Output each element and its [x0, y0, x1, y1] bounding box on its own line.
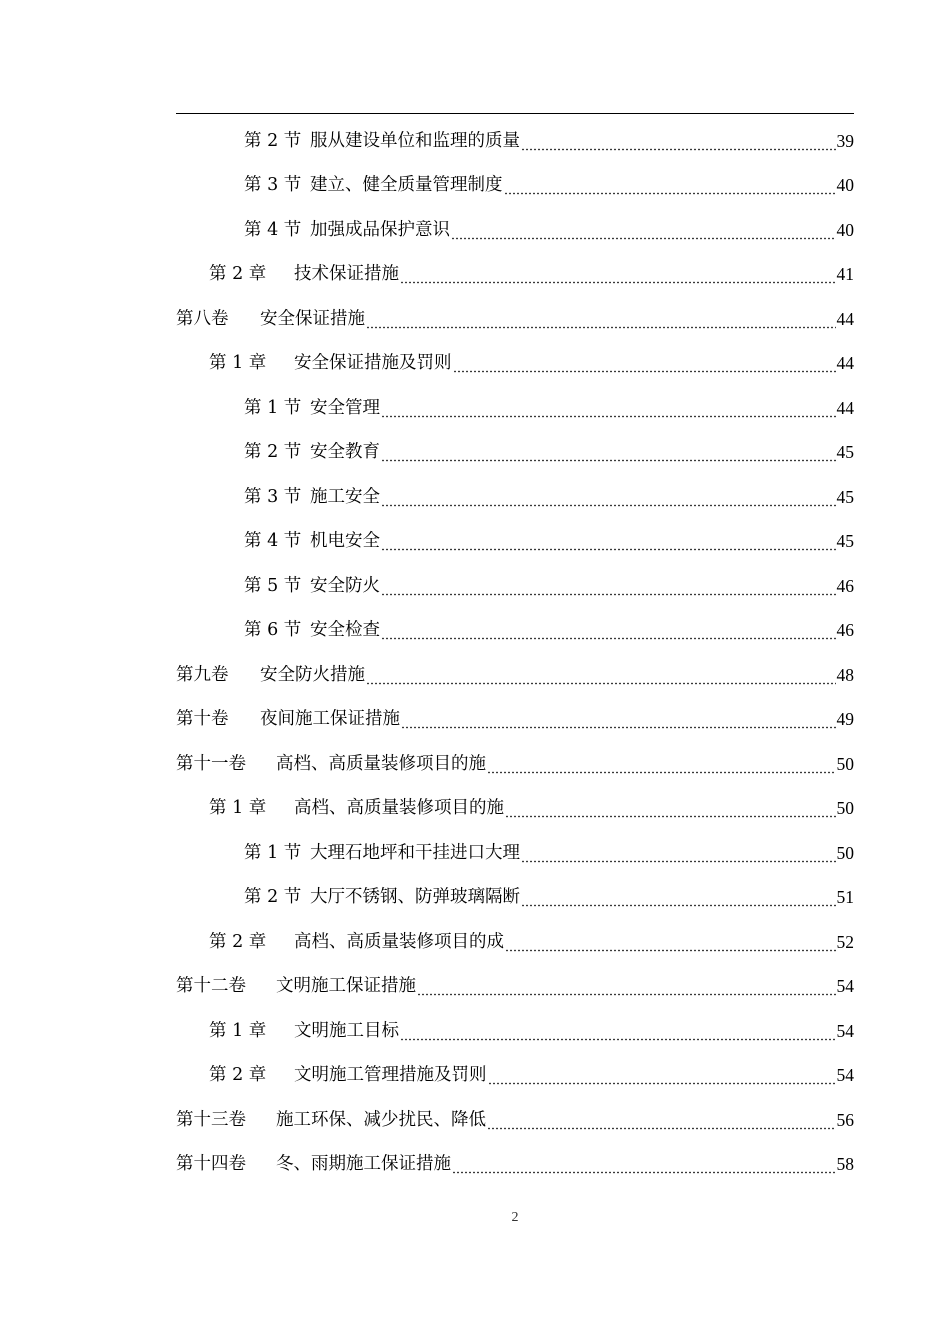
toc-dot-leader	[521, 860, 836, 863]
toc-dot-leader	[487, 1127, 836, 1130]
toc-entry-number: 第 2 章	[209, 1065, 267, 1085]
toc-entry-title: 加强成品保护意识	[310, 219, 450, 240]
toc-entry-title: 安全保证措施及罚则	[294, 353, 452, 373]
toc-entry-number: 第十卷	[176, 709, 229, 729]
toc-entry-title: 安全防火措施	[260, 664, 365, 685]
toc-entry-number: 第十一卷	[176, 753, 246, 774]
toc-entry[interactable]	[176, 431, 854, 476]
page-number: 2	[511, 1210, 519, 1225]
toc-entry[interactable]	[176, 1098, 854, 1143]
toc-entry-title: 安全管理	[310, 397, 380, 418]
toc-entry[interactable]	[176, 119, 854, 164]
toc-entry[interactable]	[176, 876, 854, 921]
toc-entry-page: 44	[836, 308, 854, 329]
toc-entry-title: 夜间施工保证措施	[260, 709, 400, 729]
toc-entry-page: 58	[836, 1154, 854, 1174]
toc-entry-title: 施工安全	[310, 486, 380, 507]
toc-entry-title: 安全保证措施	[260, 308, 365, 329]
toc-dot-leader	[488, 1082, 836, 1085]
toc-entry-number: 第 3 节	[244, 486, 302, 507]
toc-dot-leader	[505, 949, 836, 952]
toc-entry-page: 50	[836, 842, 854, 863]
toc-entry-title: 安全教育	[310, 442, 380, 462]
toc-dot-leader	[400, 1038, 836, 1041]
toc-entry-number: 第 1 节	[244, 397, 302, 418]
toc-entry-page: 45	[836, 442, 854, 462]
toc-dot-leader	[366, 682, 836, 685]
toc-entry[interactable]	[176, 1054, 854, 1099]
toc-entry-number: 第 1 章	[209, 798, 267, 818]
toc-dot-leader	[505, 815, 836, 818]
toc-entry-page: 46	[836, 575, 854, 596]
toc-entry[interactable]	[176, 297, 854, 342]
toc-entry-number: 第 3 节	[244, 175, 302, 195]
toc-entry[interactable]	[176, 342, 854, 387]
toc-entry[interactable]	[176, 965, 854, 1010]
toc-dot-leader	[401, 726, 836, 729]
toc-entry-number: 第 5 节	[244, 575, 302, 596]
toc-entry-title: 技术保证措施	[294, 264, 399, 284]
toc-dot-leader	[381, 415, 836, 418]
toc-entry-title: 文明施工管理措施及罚则	[294, 1065, 487, 1085]
toc-dot-leader	[521, 904, 836, 907]
toc-entry-page: 49	[836, 709, 854, 729]
toc-entry-page: 45	[836, 486, 854, 507]
toc-entry-title: 施工环保、减少扰民、降低	[276, 1109, 486, 1130]
toc-entry-number: 第 2 节	[244, 442, 302, 462]
toc-dot-leader	[381, 548, 836, 551]
toc-entry-number: 第 2 节	[244, 130, 302, 151]
toc-entry-page: 54	[836, 976, 854, 996]
toc-entry-number: 第 2 章	[209, 931, 267, 952]
toc-entry[interactable]	[176, 386, 854, 431]
toc-entry[interactable]	[176, 653, 854, 698]
toc-entry-page: 50	[836, 798, 854, 818]
toc-entry[interactable]	[176, 520, 854, 565]
toc-entry-page: 54	[836, 1065, 854, 1085]
toc-entry-page: 52	[836, 931, 854, 952]
toc-entry-title: 大厅不锈钢、防弹玻璃隔断	[310, 887, 520, 907]
toc-entry-number: 第 1 节	[244, 842, 302, 863]
toc-entry[interactable]	[176, 164, 854, 209]
toc-entry[interactable]	[176, 831, 854, 876]
toc-entry-title: 安全检查	[310, 620, 380, 640]
toc-entry-page: 44	[836, 397, 854, 418]
toc-entry-number: 第 2 章	[209, 264, 267, 284]
toc-entry-number: 第 6 节	[244, 620, 302, 640]
toc-entry[interactable]	[176, 698, 854, 743]
toc-dot-leader	[366, 326, 836, 329]
toc-entry-title: 高档、高质量装修项目的施	[294, 798, 504, 818]
toc-dot-leader	[521, 148, 836, 151]
toc-dot-leader	[381, 637, 836, 640]
toc-dot-leader	[381, 459, 836, 462]
toc-entry-page: 39	[836, 130, 854, 151]
toc-dot-leader	[417, 993, 836, 996]
toc-entry[interactable]	[176, 1009, 854, 1054]
toc-entry-page: 51	[836, 887, 854, 907]
toc-entry-number: 第九卷	[176, 664, 229, 685]
toc-dot-leader	[452, 1171, 836, 1174]
toc-entry-page: 46	[836, 620, 854, 640]
toc-entry-number: 第十二卷	[176, 976, 246, 996]
toc-entry[interactable]	[176, 253, 854, 298]
toc-entry-title: 冬、雨期施工保证措施	[276, 1154, 451, 1174]
toc-entry[interactable]	[176, 475, 854, 520]
toc-dot-leader	[381, 504, 836, 507]
toc-entry-number: 第 4 节	[244, 531, 302, 551]
toc-entry-number: 第 4 节	[244, 219, 302, 240]
toc-entry-number: 第十三卷	[176, 1109, 246, 1130]
toc-entry-page: 50	[836, 753, 854, 774]
toc-entry-title: 服从建设单位和监理的质量	[310, 130, 520, 151]
toc-entry[interactable]	[176, 1143, 854, 1188]
toc-entry[interactable]	[176, 609, 854, 654]
toc-entry-title: 高档、高质量装修项目的施	[276, 753, 486, 774]
toc-entry-number: 第 1 章	[209, 1020, 267, 1041]
toc-entry-title: 文明施工目标	[294, 1020, 399, 1041]
toc-dot-leader	[400, 281, 836, 284]
toc-dot-leader	[453, 370, 836, 373]
toc-entry-title: 机电安全	[310, 531, 380, 551]
toc-entry[interactable]	[176, 564, 854, 609]
toc-entry-number: 第 2 节	[244, 887, 302, 907]
toc-dot-leader	[504, 192, 836, 195]
toc-entry-title: 安全防火	[310, 575, 380, 596]
toc-entry[interactable]	[176, 920, 854, 965]
toc-entry-page: 41	[836, 264, 854, 284]
toc-entry-page: 56	[836, 1109, 854, 1130]
toc-entry-page: 40	[836, 219, 854, 240]
toc-entry-page: 44	[836, 353, 854, 373]
table-of-contents	[176, 119, 854, 1187]
toc-entry-number: 第八卷	[176, 308, 229, 329]
toc-entry-number: 第十四卷	[176, 1154, 246, 1174]
toc-entry[interactable]	[176, 208, 854, 253]
toc-entry-title: 高档、高质量装修项目的成	[294, 931, 504, 952]
toc-entry-page: 45	[836, 531, 854, 551]
toc-entry-page: 48	[836, 664, 854, 685]
toc-entry-title: 大理石地坪和干挂进口大理	[310, 842, 520, 863]
toc-dot-leader	[381, 593, 836, 596]
toc-dot-leader	[451, 237, 836, 240]
toc-entry[interactable]	[176, 742, 854, 787]
toc-entry[interactable]	[176, 787, 854, 832]
header-rule	[176, 113, 854, 114]
toc-entry-title: 建立、健全质量管理制度	[310, 175, 503, 195]
toc-entry-page: 40	[836, 175, 854, 195]
toc-entry-title: 文明施工保证措施	[276, 976, 416, 996]
toc-entry-page: 54	[836, 1020, 854, 1041]
toc-dot-leader	[487, 771, 836, 774]
toc-entry-number: 第 1 章	[209, 353, 267, 373]
